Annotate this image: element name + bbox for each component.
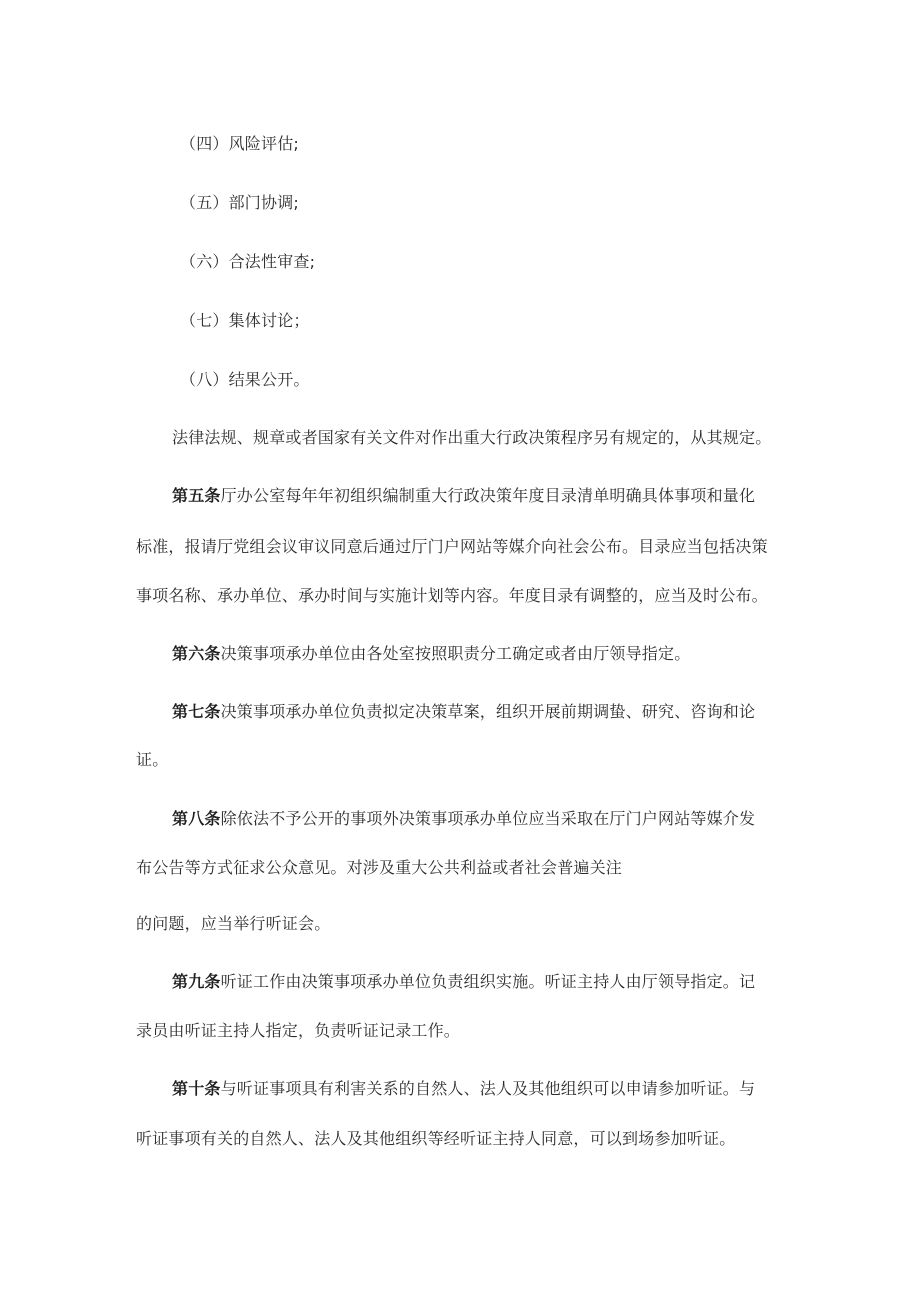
article-6-line-1	[172, 644, 796, 664]
article-7-text-1: 决策事项承办单位负责拟定决策草案，组织开展前期调蛰、研究、咨询和论	[220, 702, 756, 721]
article-7-title: 第七条	[172, 702, 221, 721]
article-10-text-1: 与听证事项具有利害关系的自然人、法人及其他组织可以申请参加听证。与	[220, 1079, 756, 1098]
list-item-dept-coordination: （五）部门协调;	[180, 193, 299, 212]
article-5-line-1	[172, 486, 796, 506]
article-9-text-1: 听证工作由决策事项承办单位负责组织实施。听证主持人由厅领导指定。记	[220, 972, 756, 991]
article-6-title: 第六条	[172, 644, 221, 663]
article-8-title: 第八条	[172, 809, 221, 828]
article-5-title: 第五条	[172, 486, 221, 505]
article-6-text-1: 决策事项承办单位由各处室按照职责分工确定或者由厅领导指定。	[220, 644, 691, 663]
article-8-line-3: 的问题，应当举行听证会。	[136, 914, 331, 933]
article-7-line-2: 证。	[136, 750, 169, 769]
list-item-result-disclosure: （八）结果公开。	[180, 370, 310, 389]
article-9-line-1	[172, 972, 796, 992]
article-10-line-2: 听证事项有关的自然人、法人及其他组织等经听证主持人同意，可以到场参加听证。	[136, 1129, 736, 1148]
paragraph-law-exception: 法律法规、规章或者国家有关文件对作出重大行政决策程序另有规定的，从其规定。	[172, 428, 772, 447]
list-item-legality-review: （六）合法性审查;	[180, 252, 316, 271]
article-5-line-3: 事项名称、承办单位、承办时间与实施计划等内容。年度目录有调整的，应当及时公布。	[136, 586, 768, 605]
article-10-line-1	[172, 1079, 796, 1099]
article-5-text-1: 厅办公室每年年初组织编制重大行政决策年度目录清单明确具体事项和量化	[220, 486, 756, 505]
article-8-line-2: 布公告等方式征求公众意见。对涉及重大公共利益或者社会普遍关注	[136, 858, 623, 877]
article-7-line-1	[172, 702, 796, 722]
article-9-title: 第九条	[172, 972, 221, 991]
article-9-line-2: 录员由听证主持人指定，负责听证记录工作。	[136, 1021, 461, 1040]
list-item-risk-assessment: （四）风险评估;	[180, 134, 299, 153]
article-8-text-1: 除依法不予公开的事项外决策事项承办单位应当采取在厅门户网站等媒介发	[220, 809, 756, 828]
article-8-line-1	[172, 809, 796, 829]
article-5-line-2: 标准，报请厅党组会议审议同意后通过厅门户网站等媒介向社会公布。目录应当包括决策	[136, 537, 768, 556]
list-item-collective-discussion: （七）集体讨论；	[180, 311, 310, 330]
article-10-title: 第十条	[172, 1079, 221, 1098]
